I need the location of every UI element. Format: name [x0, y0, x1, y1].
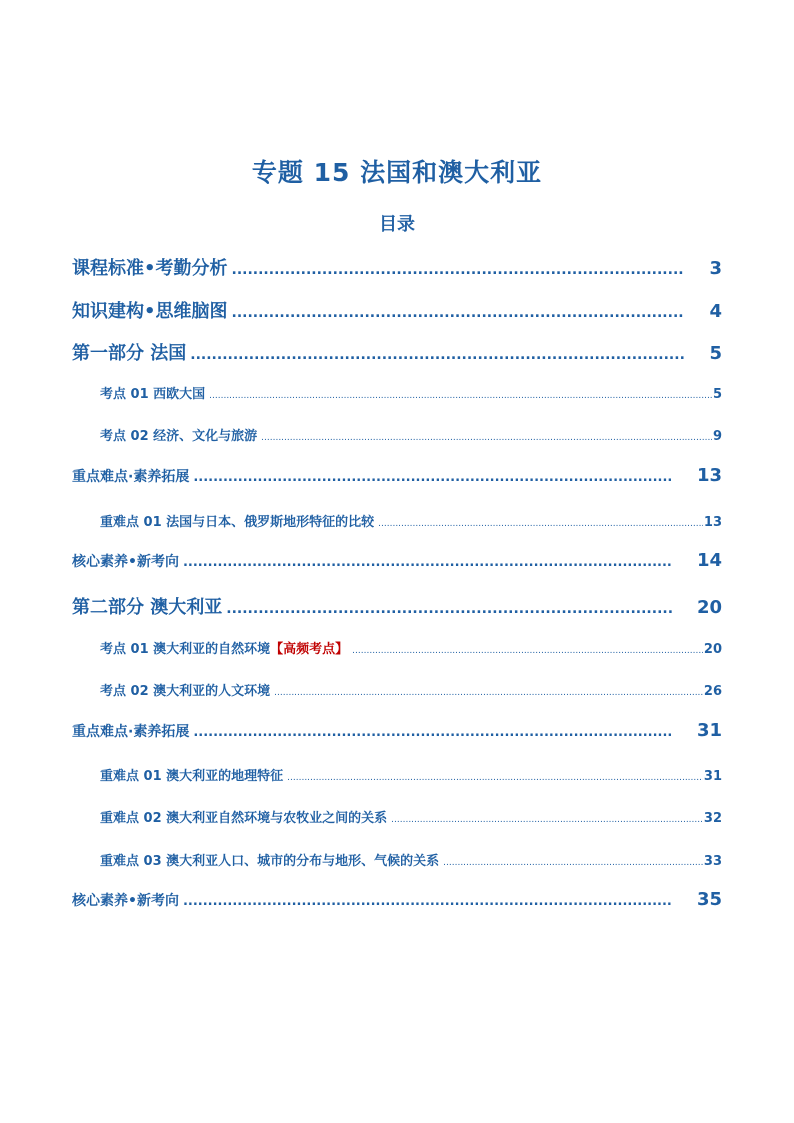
toc-entry-part-one-france[interactable]	[72, 339, 722, 365]
dot-leader	[190, 347, 685, 363]
toc-entry-part-two-australia[interactable]	[72, 593, 722, 619]
toc-entry-australia-key-difficulties[interactable]	[72, 720, 722, 741]
toc-entry-page: 3	[709, 258, 722, 279]
toc-entry-australia-difficulty-02[interactable]	[100, 807, 722, 826]
toc-entry-france-point-02[interactable]	[100, 425, 722, 444]
toc-entry-page: 31	[696, 720, 722, 741]
toc-entry-curriculum-standards[interactable]	[72, 254, 722, 280]
toc-entry-page: 20	[696, 597, 722, 618]
toc-entry-page: 5	[712, 387, 722, 402]
toc-entry-australia-point-01[interactable]	[100, 638, 722, 657]
toc-entry-australia-point-02[interactable]	[100, 680, 722, 699]
toc-entry-australia-difficulty-03[interactable]	[100, 850, 722, 869]
toc-entry-label: 知识建构•思维脑图	[72, 301, 228, 322]
dot-leader	[183, 894, 673, 909]
document-title: 专题 15 法国和澳大利亚	[251, 158, 543, 187]
toc-entry-page: 33	[703, 854, 722, 869]
toc-entry-label: 考点 02 经济、文化与旅游	[100, 429, 258, 444]
toc-entry-label: 重难点 02 澳大利亚自然环境与农牧业之间的关系	[100, 811, 388, 826]
dot-leader	[287, 773, 703, 783]
toc-heading: 目录	[379, 214, 415, 235]
toc-entry-label: 考点 01 澳大利亚的自然环境	[100, 642, 271, 657]
toc-entry-france-core-literacy[interactable]	[72, 550, 722, 571]
toc-entry-australia-difficulty-01[interactable]	[100, 765, 722, 784]
dot-leader	[232, 305, 686, 321]
toc-entry-page: 20	[703, 642, 722, 657]
toc-entry-label: 课程标准•考勤分析	[72, 258, 228, 279]
toc-entry-knowledge-map[interactable]	[72, 297, 722, 323]
toc-entry-label: 重点难点·素养拓展	[72, 469, 190, 485]
toc-entry-france-difficulty-01[interactable]	[100, 511, 722, 530]
toc-entry-page: 13	[696, 465, 722, 486]
toc-entry-label: 考点 02 澳大利亚的人文环境	[100, 684, 271, 699]
high-frequency-tag: 【高频考点】	[270, 642, 349, 657]
toc-entry-label: 重难点 03 澳大利亚人口、城市的分布与地形、气候的关系	[100, 854, 440, 869]
toc-entry-page: 5	[709, 343, 722, 364]
toc-entry-label: 重难点 01 澳大利亚的地理特征	[100, 769, 284, 784]
toc-entry-page: 35	[696, 889, 722, 910]
toc-entry-page: 4	[709, 301, 722, 322]
toc-entry-label: 第二部分 澳大利亚	[72, 597, 223, 618]
dot-leader	[443, 858, 703, 868]
dot-leader	[391, 815, 703, 825]
toc-entry-page: 13	[703, 515, 722, 530]
toc-entry-page: 14	[696, 550, 722, 571]
dot-leader	[352, 646, 703, 656]
toc-entry-label: 核心素养•新考向	[72, 554, 179, 570]
dot-leader	[261, 433, 712, 443]
dot-leader	[183, 555, 673, 570]
dot-leader	[232, 262, 686, 278]
toc-entry-label: 核心素养•新考向	[72, 893, 179, 909]
dot-leader	[193, 725, 673, 740]
toc-entry-label: 重难点 01 法国与日本、俄罗斯地形特征的比较	[100, 515, 375, 530]
dot-leader	[274, 688, 703, 698]
toc-entry-australia-core-literacy[interactable]	[72, 889, 722, 910]
toc-entry-france-point-01[interactable]	[100, 383, 722, 402]
toc-entry-page: 32	[703, 811, 722, 826]
toc-entry-label: 第一部分 法国	[72, 343, 187, 364]
dot-leader	[226, 601, 673, 617]
toc-entry-label: 重点难点·素养拓展	[72, 724, 190, 740]
toc-entry-page: 9	[712, 429, 722, 444]
toc-entry-page: 31	[703, 769, 722, 784]
dot-leader	[378, 519, 703, 529]
toc-entry-label: 考点 01 西欧大国	[100, 387, 206, 402]
toc-entry-page: 26	[703, 684, 722, 699]
dot-leader	[193, 470, 673, 485]
dot-leader	[209, 391, 712, 401]
toc-entry-france-key-difficulties[interactable]	[72, 465, 722, 486]
